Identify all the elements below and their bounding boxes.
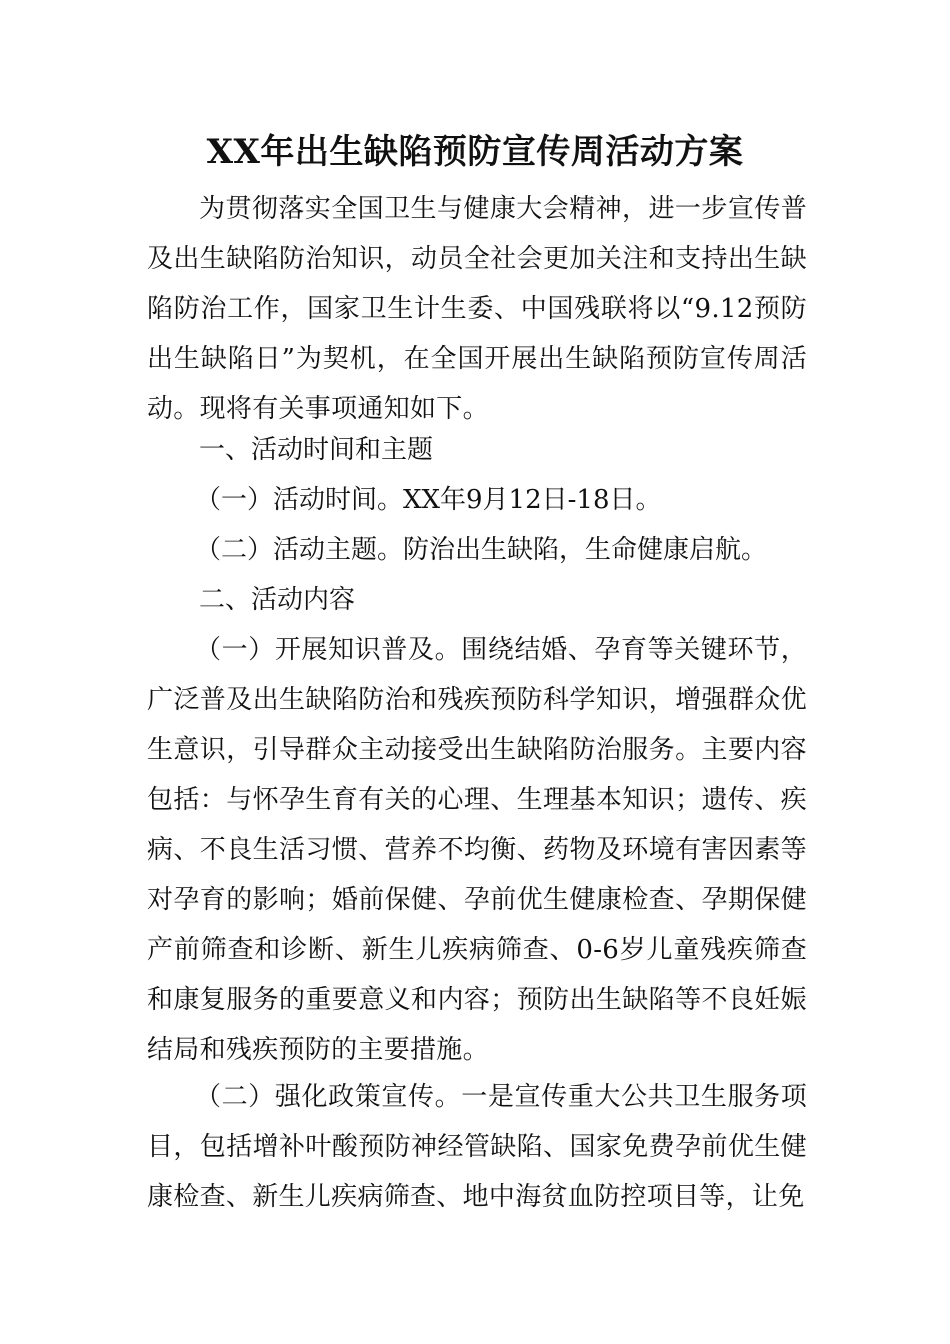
section2-item-knowledge: （一）开展知识普及。围绕结婚、孕育等关键环节，广泛普及出生缺陷防治和残疾预防科学知识，增强群众优生意识，引导群众主动接受出生缺陷防治服务。主要内容包括：与怀孕生育有关的心理、生理基本知识；遗传、疾病、不良生活习惯、营养不均衡、药物及环境有害因素等对孕育的影响；婚前保健、孕前优生健康检查、孕期保健产前筛查和诊断、新生儿疾病筛查、0-6岁儿童残疾筛查和康复服务的重要意义和内容；预防出生缺陷等不良妊娠结局和残疾预防的主要措施。 (147, 635, 807, 1065)
document-title: XX年出生缺陷预防宣传周活动方案 (206, 132, 744, 172)
intro-paragraph: 为贯彻落实全国卫生与健康大会精神，进一步宣传普及出生缺陷防治知识，动员全社会更加关注和支持出生缺陷防治工作，国家卫生计生委、中国残联将以“9.12预防出生缺陷日”为契机，在全国开展出生缺陷预防宣传周活动。现将有关事项通知如下。 (147, 194, 807, 424)
section2-item-policy: （二）强化政策宣传。一是宣传重大公共卫生服务项目，包括增补叶酸预防神经管缺陷、国家免费孕前优生健康检查、新生儿疾病筛查、地中海贫血防控项目等，让免 (147, 1082, 807, 1212)
section1-item-time: （一）活动时间。XX年9月12日-18日。 (195, 485, 662, 515)
section1-heading: 一、活动时间和主题 (199, 435, 434, 465)
section2-heading: 二、活动内容 (199, 585, 356, 615)
section1-item-theme: （二）活动主题。防治出生缺陷，生命健康启航。 (195, 535, 768, 565)
